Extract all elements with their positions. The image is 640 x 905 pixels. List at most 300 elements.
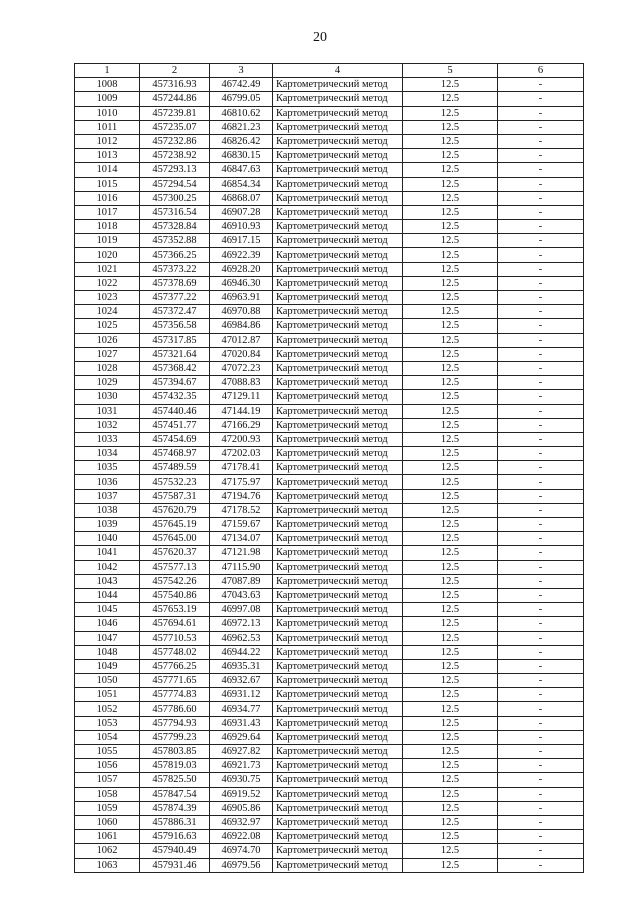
accuracy-cell: 12.5 xyxy=(403,376,498,390)
table-header-row xyxy=(75,64,584,78)
method-cell: Картометрический метод xyxy=(273,376,403,390)
x-coordinate-cell: 457239.81 xyxy=(140,106,210,120)
y-coordinate-cell: 46905.86 xyxy=(210,801,273,815)
table-row xyxy=(75,134,584,148)
x-coordinate-cell: 457372.47 xyxy=(140,305,210,319)
table-row xyxy=(75,716,584,730)
y-coordinate-cell: 47200.93 xyxy=(210,432,273,446)
y-coordinate-cell: 47020.84 xyxy=(210,347,273,361)
accuracy-cell: 12.5 xyxy=(403,745,498,759)
x-coordinate-cell: 457799.23 xyxy=(140,730,210,744)
method-cell: Картометрический метод xyxy=(273,432,403,446)
description-cell: - xyxy=(498,801,584,815)
table-row xyxy=(75,220,584,234)
accuracy-cell: 12.5 xyxy=(403,106,498,120)
accuracy-cell: 12.5 xyxy=(403,191,498,205)
description-cell: - xyxy=(498,305,584,319)
accuracy-cell: 12.5 xyxy=(403,844,498,858)
point-number-cell: 1054 xyxy=(75,730,140,744)
description-cell: - xyxy=(498,234,584,248)
table-row xyxy=(75,432,584,446)
accuracy-cell: 12.5 xyxy=(403,361,498,375)
description-cell: - xyxy=(498,546,584,560)
y-coordinate-cell: 46946.30 xyxy=(210,276,273,290)
point-number-cell: 1051 xyxy=(75,688,140,702)
point-number-cell: 1009 xyxy=(75,92,140,106)
point-number-cell: 1038 xyxy=(75,503,140,517)
accuracy-cell: 12.5 xyxy=(403,120,498,134)
x-coordinate-cell: 457825.50 xyxy=(140,773,210,787)
point-number-cell: 1018 xyxy=(75,220,140,234)
method-cell: Картометрический метод xyxy=(273,92,403,106)
accuracy-cell: 12.5 xyxy=(403,418,498,432)
table-row xyxy=(75,390,584,404)
x-coordinate-cell: 457317.85 xyxy=(140,333,210,347)
y-coordinate-cell: 46984.86 xyxy=(210,319,273,333)
y-coordinate-cell: 46929.64 xyxy=(210,730,273,744)
description-cell: - xyxy=(498,518,584,532)
table-row xyxy=(75,815,584,829)
table-row xyxy=(75,149,584,163)
method-cell: Картометрический метод xyxy=(273,234,403,248)
accuracy-cell: 12.5 xyxy=(403,787,498,801)
point-number-cell: 1041 xyxy=(75,546,140,560)
x-coordinate-cell: 457489.59 xyxy=(140,461,210,475)
description-cell: - xyxy=(498,830,584,844)
x-coordinate-cell: 457316.54 xyxy=(140,205,210,219)
description-cell: - xyxy=(498,78,584,92)
y-coordinate-cell: 47087.89 xyxy=(210,574,273,588)
method-cell: Картометрический метод xyxy=(273,603,403,617)
x-coordinate-cell: 457653.19 xyxy=(140,603,210,617)
y-coordinate-cell: 46919.52 xyxy=(210,787,273,801)
point-number-cell: 1023 xyxy=(75,291,140,305)
point-number-cell: 1056 xyxy=(75,759,140,773)
table-row xyxy=(75,276,584,290)
x-coordinate-cell: 457748.02 xyxy=(140,645,210,659)
point-number-cell: 1032 xyxy=(75,418,140,432)
method-cell: Картометрический метод xyxy=(273,291,403,305)
x-coordinate-cell: 457244.86 xyxy=(140,92,210,106)
x-coordinate-cell: 457373.22 xyxy=(140,262,210,276)
table-row xyxy=(75,205,584,219)
table-row xyxy=(75,163,584,177)
x-coordinate-cell: 457874.39 xyxy=(140,801,210,815)
x-coordinate-cell: 457771.65 xyxy=(140,674,210,688)
point-number-cell: 1030 xyxy=(75,390,140,404)
point-number-cell: 1021 xyxy=(75,262,140,276)
y-coordinate-cell: 47178.41 xyxy=(210,461,273,475)
description-cell: - xyxy=(498,333,584,347)
x-coordinate-cell: 457440.46 xyxy=(140,404,210,418)
table-row xyxy=(75,177,584,191)
table-row xyxy=(75,603,584,617)
method-cell: Картометрический метод xyxy=(273,716,403,730)
accuracy-cell: 12.5 xyxy=(403,858,498,872)
table-row xyxy=(75,617,584,631)
accuracy-cell: 12.5 xyxy=(403,177,498,191)
x-coordinate-cell: 457394.67 xyxy=(140,376,210,390)
accuracy-cell: 12.5 xyxy=(403,291,498,305)
description-cell: - xyxy=(498,560,584,574)
accuracy-cell: 12.5 xyxy=(403,149,498,163)
column-header-4: 4 xyxy=(273,64,403,78)
method-cell: Картометрический метод xyxy=(273,815,403,829)
point-number-cell: 1057 xyxy=(75,773,140,787)
accuracy-cell: 12.5 xyxy=(403,503,498,517)
description-cell: - xyxy=(498,730,584,744)
description-cell: - xyxy=(498,447,584,461)
y-coordinate-cell: 46868.07 xyxy=(210,191,273,205)
method-cell: Картометрический метод xyxy=(273,248,403,262)
x-coordinate-cell: 457316.93 xyxy=(140,78,210,92)
y-coordinate-cell: 46963.91 xyxy=(210,291,273,305)
table-row xyxy=(75,858,584,872)
description-cell: - xyxy=(498,489,584,503)
point-number-cell: 1047 xyxy=(75,631,140,645)
accuracy-cell: 12.5 xyxy=(403,92,498,106)
method-cell: Картометрический метод xyxy=(273,120,403,134)
table-row xyxy=(75,248,584,262)
table-row xyxy=(75,489,584,503)
x-coordinate-cell: 457366.25 xyxy=(140,248,210,262)
accuracy-cell: 12.5 xyxy=(403,205,498,219)
point-number-cell: 1008 xyxy=(75,78,140,92)
accuracy-cell: 12.5 xyxy=(403,461,498,475)
method-cell: Картометрический метод xyxy=(273,163,403,177)
method-cell: Картометрический метод xyxy=(273,347,403,361)
description-cell: - xyxy=(498,574,584,588)
point-number-cell: 1025 xyxy=(75,319,140,333)
description-cell: - xyxy=(498,688,584,702)
y-coordinate-cell: 46826.42 xyxy=(210,134,273,148)
x-coordinate-cell: 457620.37 xyxy=(140,546,210,560)
point-number-cell: 1052 xyxy=(75,702,140,716)
method-cell: Картометрический метод xyxy=(273,361,403,375)
accuracy-cell: 12.5 xyxy=(403,631,498,645)
y-coordinate-cell: 47012.87 xyxy=(210,333,273,347)
y-coordinate-cell: 46979.56 xyxy=(210,858,273,872)
x-coordinate-cell: 457352.88 xyxy=(140,234,210,248)
table-row xyxy=(75,376,584,390)
x-coordinate-cell: 457847.54 xyxy=(140,787,210,801)
y-coordinate-cell: 46742.49 xyxy=(210,78,273,92)
point-number-cell: 1022 xyxy=(75,276,140,290)
method-cell: Картометрический метод xyxy=(273,177,403,191)
method-cell: Картометрический метод xyxy=(273,418,403,432)
point-number-cell: 1017 xyxy=(75,205,140,219)
point-number-cell: 1037 xyxy=(75,489,140,503)
method-cell: Картометрический метод xyxy=(273,674,403,688)
accuracy-cell: 12.5 xyxy=(403,759,498,773)
page-number: 20 xyxy=(313,30,327,45)
table-row xyxy=(75,461,584,475)
method-cell: Картометрический метод xyxy=(273,745,403,759)
accuracy-cell: 12.5 xyxy=(403,603,498,617)
accuracy-cell: 12.5 xyxy=(403,404,498,418)
point-number-cell: 1039 xyxy=(75,518,140,532)
column-header-6: 6 xyxy=(498,64,584,78)
y-coordinate-cell: 47144.19 xyxy=(210,404,273,418)
description-cell: - xyxy=(498,844,584,858)
x-coordinate-cell: 457774.83 xyxy=(140,688,210,702)
description-cell: - xyxy=(498,815,584,829)
table-row xyxy=(75,574,584,588)
accuracy-cell: 12.5 xyxy=(403,674,498,688)
y-coordinate-cell: 46932.67 xyxy=(210,674,273,688)
description-cell: - xyxy=(498,787,584,801)
y-coordinate-cell: 46974.70 xyxy=(210,844,273,858)
accuracy-cell: 12.5 xyxy=(403,390,498,404)
table-row xyxy=(75,234,584,248)
x-coordinate-cell: 457803.85 xyxy=(140,745,210,759)
method-cell: Картометрический метод xyxy=(273,390,403,404)
method-cell: Картометрический метод xyxy=(273,149,403,163)
method-cell: Картометрический метод xyxy=(273,475,403,489)
x-coordinate-cell: 457300.25 xyxy=(140,191,210,205)
description-cell: - xyxy=(498,645,584,659)
table-row xyxy=(75,674,584,688)
method-cell: Картометрический метод xyxy=(273,305,403,319)
y-coordinate-cell: 47115.90 xyxy=(210,560,273,574)
table-body xyxy=(75,78,584,873)
column-header-3: 3 xyxy=(210,64,273,78)
accuracy-cell: 12.5 xyxy=(403,220,498,234)
x-coordinate-cell: 457886.31 xyxy=(140,815,210,829)
description-cell: - xyxy=(498,461,584,475)
y-coordinate-cell: 46821.23 xyxy=(210,120,273,134)
y-coordinate-cell: 47088.83 xyxy=(210,376,273,390)
x-coordinate-cell: 457916.63 xyxy=(140,830,210,844)
method-cell: Картометрический метод xyxy=(273,447,403,461)
point-number-cell: 1053 xyxy=(75,716,140,730)
description-cell: - xyxy=(498,617,584,631)
y-coordinate-cell: 46944.22 xyxy=(210,645,273,659)
point-number-cell: 1011 xyxy=(75,120,140,134)
point-number-cell: 1015 xyxy=(75,177,140,191)
description-cell: - xyxy=(498,134,584,148)
accuracy-cell: 12.5 xyxy=(403,305,498,319)
description-cell: - xyxy=(498,858,584,872)
accuracy-cell: 12.5 xyxy=(403,163,498,177)
method-cell: Картометрический метод xyxy=(273,220,403,234)
accuracy-cell: 12.5 xyxy=(403,248,498,262)
accuracy-cell: 12.5 xyxy=(403,560,498,574)
description-cell: - xyxy=(498,631,584,645)
description-cell: - xyxy=(498,659,584,673)
y-coordinate-cell: 46927.82 xyxy=(210,745,273,759)
table-row xyxy=(75,503,584,517)
point-number-cell: 1040 xyxy=(75,532,140,546)
accuracy-cell: 12.5 xyxy=(403,532,498,546)
description-cell: - xyxy=(498,319,584,333)
y-coordinate-cell: 47159.67 xyxy=(210,518,273,532)
accuracy-cell: 12.5 xyxy=(403,588,498,602)
x-coordinate-cell: 457940.49 xyxy=(140,844,210,858)
description-cell: - xyxy=(498,745,584,759)
accuracy-cell: 12.5 xyxy=(403,262,498,276)
method-cell: Картометрический метод xyxy=(273,858,403,872)
method-cell: Картометрический метод xyxy=(273,631,403,645)
x-coordinate-cell: 457645.19 xyxy=(140,518,210,532)
accuracy-cell: 12.5 xyxy=(403,546,498,560)
x-coordinate-cell: 457819.03 xyxy=(140,759,210,773)
method-cell: Картометрический метод xyxy=(273,759,403,773)
x-coordinate-cell: 457454.69 xyxy=(140,432,210,446)
y-coordinate-cell: 46962.53 xyxy=(210,631,273,645)
y-coordinate-cell: 47072.23 xyxy=(210,361,273,375)
table-row xyxy=(75,120,584,134)
method-cell: Картометрический метод xyxy=(273,404,403,418)
method-cell: Картометрический метод xyxy=(273,532,403,546)
method-cell: Картометрический метод xyxy=(273,518,403,532)
description-cell: - xyxy=(498,262,584,276)
table-row xyxy=(75,560,584,574)
method-cell: Картометрический метод xyxy=(273,205,403,219)
y-coordinate-cell: 47121.98 xyxy=(210,546,273,560)
description-cell: - xyxy=(498,106,584,120)
description-cell: - xyxy=(498,149,584,163)
table-row xyxy=(75,844,584,858)
description-cell: - xyxy=(498,588,584,602)
accuracy-cell: 12.5 xyxy=(403,333,498,347)
description-cell: - xyxy=(498,177,584,191)
method-cell: Картометрический метод xyxy=(273,461,403,475)
table-row xyxy=(75,759,584,773)
point-number-cell: 1036 xyxy=(75,475,140,489)
point-number-cell: 1033 xyxy=(75,432,140,446)
y-coordinate-cell: 47202.03 xyxy=(210,447,273,461)
point-number-cell: 1045 xyxy=(75,603,140,617)
y-coordinate-cell: 46931.12 xyxy=(210,688,273,702)
point-number-cell: 1061 xyxy=(75,830,140,844)
x-coordinate-cell: 457328.84 xyxy=(140,220,210,234)
y-coordinate-cell: 47194.76 xyxy=(210,489,273,503)
description-cell: - xyxy=(498,163,584,177)
description-cell: - xyxy=(498,716,584,730)
accuracy-cell: 12.5 xyxy=(403,688,498,702)
accuracy-cell: 12.5 xyxy=(403,276,498,290)
x-coordinate-cell: 457542.26 xyxy=(140,574,210,588)
table-row xyxy=(75,347,584,361)
table-row xyxy=(75,78,584,92)
description-cell: - xyxy=(498,404,584,418)
accuracy-cell: 12.5 xyxy=(403,574,498,588)
point-number-cell: 1055 xyxy=(75,745,140,759)
description-cell: - xyxy=(498,418,584,432)
x-coordinate-cell: 457532.23 xyxy=(140,475,210,489)
table-row xyxy=(75,447,584,461)
column-header-5: 5 xyxy=(403,64,498,78)
point-number-cell: 1046 xyxy=(75,617,140,631)
table-row xyxy=(75,262,584,276)
y-coordinate-cell: 46910.93 xyxy=(210,220,273,234)
table-row xyxy=(75,588,584,602)
description-cell: - xyxy=(498,432,584,446)
method-cell: Картометрический метод xyxy=(273,688,403,702)
accuracy-cell: 12.5 xyxy=(403,730,498,744)
method-cell: Картометрический метод xyxy=(273,801,403,815)
x-coordinate-cell: 457694.61 xyxy=(140,617,210,631)
y-coordinate-cell: 47134.07 xyxy=(210,532,273,546)
method-cell: Картометрический метод xyxy=(273,262,403,276)
point-number-cell: 1026 xyxy=(75,333,140,347)
table-row xyxy=(75,745,584,759)
accuracy-cell: 12.5 xyxy=(403,645,498,659)
y-coordinate-cell: 46917.15 xyxy=(210,234,273,248)
point-number-cell: 1035 xyxy=(75,461,140,475)
x-coordinate-cell: 457321.64 xyxy=(140,347,210,361)
description-cell: - xyxy=(498,702,584,716)
table-row xyxy=(75,361,584,375)
point-number-cell: 1028 xyxy=(75,361,140,375)
y-coordinate-cell: 46931.43 xyxy=(210,716,273,730)
description-cell: - xyxy=(498,390,584,404)
y-coordinate-cell: 46907.28 xyxy=(210,205,273,219)
description-cell: - xyxy=(498,191,584,205)
point-number-cell: 1048 xyxy=(75,645,140,659)
description-cell: - xyxy=(498,120,584,134)
method-cell: Картометрический метод xyxy=(273,773,403,787)
x-coordinate-cell: 457451.77 xyxy=(140,418,210,432)
table-row xyxy=(75,191,584,205)
accuracy-cell: 12.5 xyxy=(403,801,498,815)
method-cell: Картометрический метод xyxy=(273,617,403,631)
point-number-cell: 1031 xyxy=(75,404,140,418)
accuracy-cell: 12.5 xyxy=(403,347,498,361)
table-row xyxy=(75,92,584,106)
y-coordinate-cell: 47175.97 xyxy=(210,475,273,489)
x-coordinate-cell: 457293.13 xyxy=(140,163,210,177)
x-coordinate-cell: 457710.53 xyxy=(140,631,210,645)
table-row xyxy=(75,319,584,333)
y-coordinate-cell: 46921.73 xyxy=(210,759,273,773)
point-number-cell: 1043 xyxy=(75,574,140,588)
description-cell: - xyxy=(498,291,584,305)
accuracy-cell: 12.5 xyxy=(403,716,498,730)
table-row xyxy=(75,688,584,702)
y-coordinate-cell: 46972.13 xyxy=(210,617,273,631)
y-coordinate-cell: 46932.97 xyxy=(210,815,273,829)
accuracy-cell: 12.5 xyxy=(403,617,498,631)
accuracy-cell: 12.5 xyxy=(403,830,498,844)
y-coordinate-cell: 47043.63 xyxy=(210,588,273,602)
y-coordinate-cell: 46830.15 xyxy=(210,149,273,163)
description-cell: - xyxy=(498,347,584,361)
point-number-cell: 1010 xyxy=(75,106,140,120)
method-cell: Картометрический метод xyxy=(273,319,403,333)
point-number-cell: 1050 xyxy=(75,674,140,688)
x-coordinate-cell: 457587.31 xyxy=(140,489,210,503)
point-number-cell: 1044 xyxy=(75,588,140,602)
description-cell: - xyxy=(498,205,584,219)
x-coordinate-cell: 457238.92 xyxy=(140,149,210,163)
point-number-cell: 1060 xyxy=(75,815,140,829)
description-cell: - xyxy=(498,376,584,390)
y-coordinate-cell: 46970.88 xyxy=(210,305,273,319)
table-row xyxy=(75,418,584,432)
description-cell: - xyxy=(498,475,584,489)
description-cell: - xyxy=(498,503,584,517)
y-coordinate-cell: 46997.08 xyxy=(210,603,273,617)
table-row xyxy=(75,404,584,418)
y-coordinate-cell: 47178.52 xyxy=(210,503,273,517)
point-number-cell: 1024 xyxy=(75,305,140,319)
description-cell: - xyxy=(498,532,584,546)
method-cell: Картометрический метод xyxy=(273,78,403,92)
point-number-cell: 1034 xyxy=(75,447,140,461)
accuracy-cell: 12.5 xyxy=(403,134,498,148)
